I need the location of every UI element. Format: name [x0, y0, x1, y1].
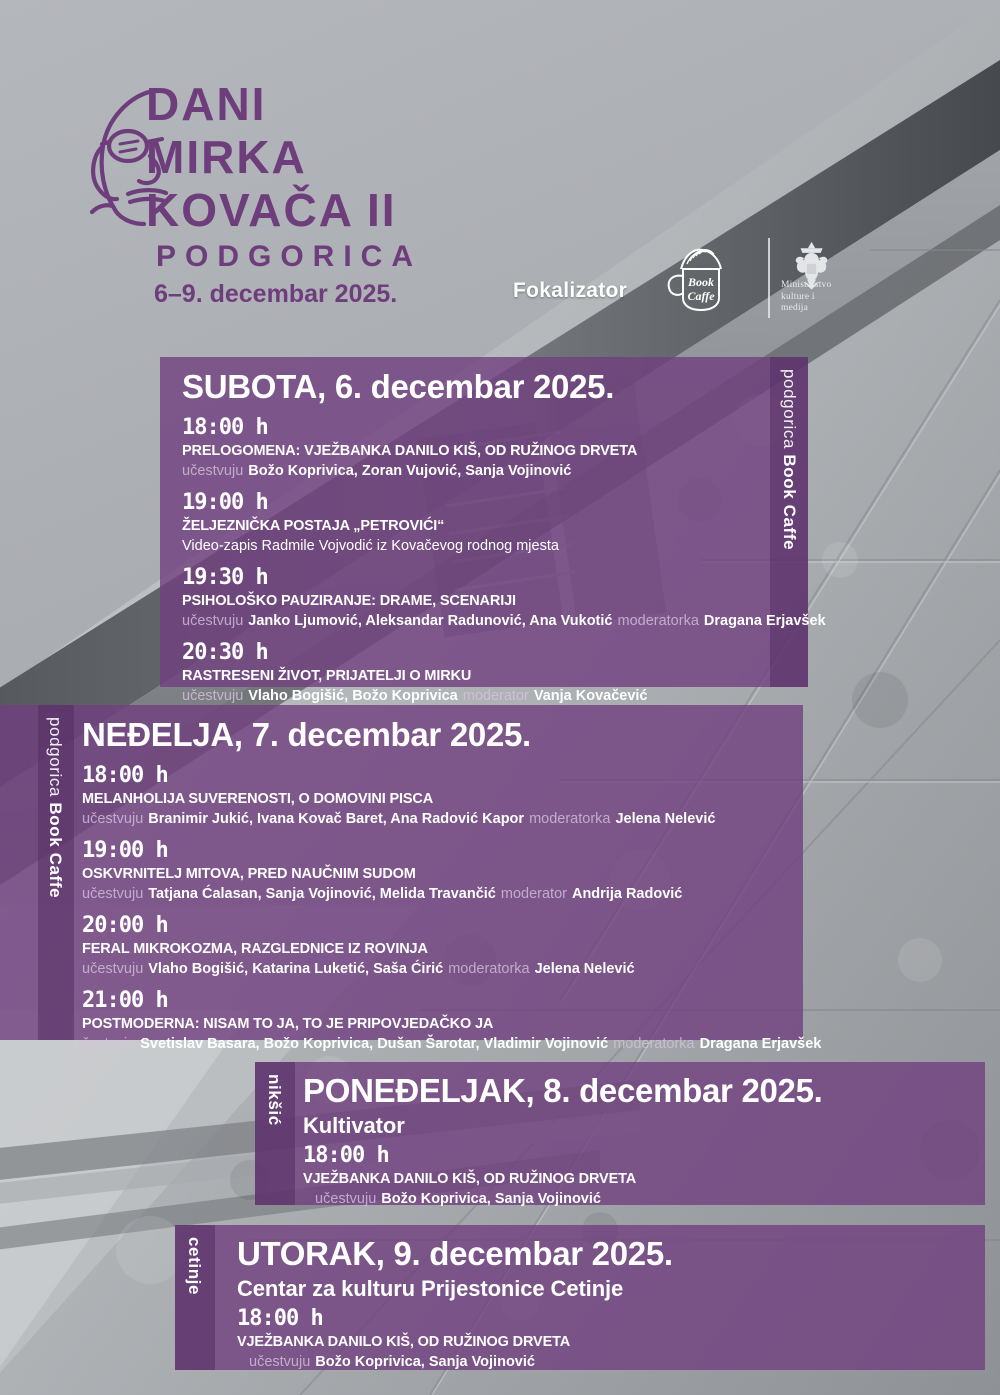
svg-text:Book: Book	[687, 275, 715, 289]
venue-city-saturday: podgorica	[780, 369, 799, 450]
event-item	[237, 1306, 975, 1372]
event-people	[82, 885, 793, 904]
venue-strip-monday	[255, 1062, 295, 1205]
participants-names: Vlaho Bogišić, Božo Koprivica	[248, 688, 458, 704]
venue-label-saturday	[781, 369, 798, 550]
participants-names: Božo Koprivica, Sanja Vojinović	[381, 1191, 601, 1207]
moderator-name: Jelena Nelević	[615, 811, 716, 827]
ministry-line-3: medija	[781, 303, 809, 313]
book-caffe-cup-icon	[663, 236, 739, 316]
event-people	[249, 1353, 975, 1372]
day-panel-tuesday	[175, 1225, 985, 1370]
moderator-name: Dragana Erjavšek	[703, 613, 826, 629]
moderator-label: moderatorka	[613, 1036, 695, 1052]
event-time: 19:00 h	[182, 490, 268, 515]
day-title-sunday: NEĐELJA, 7. decembar 2025.	[82, 716, 531, 753]
event-people	[74, 1035, 822, 1054]
participants-names: Janko Ljumović, Aleksandar Radunović, Ana Vukotić	[248, 613, 613, 629]
event-item	[74, 988, 822, 1054]
venue-city-monday: nikšić	[265, 1074, 284, 1126]
festival-title-line-2: MIRKA	[146, 131, 307, 183]
moderator-label: moderatorka	[448, 961, 530, 977]
moderator-name: Andrija Radović	[571, 886, 683, 902]
event-time: 19:30 h	[182, 565, 268, 590]
venue-name-monday: Kultivator	[303, 1113, 405, 1138]
participants-label: učestvuju	[74, 1036, 136, 1052]
event-title: FERAL MIKROKOZMA, RAZGLEDNICE IZ ROVINJA	[82, 941, 428, 957]
participants-names: Božo Koprivica, Zoran Vujović, Sanja Vojinović	[248, 463, 572, 479]
moderator-name: Jelena Nelević	[534, 961, 635, 977]
venue-label-tuesday	[186, 1237, 203, 1295]
venue-label-monday	[266, 1074, 283, 1126]
venue-name-saturday: Book Caffe	[780, 454, 799, 551]
svg-text:Caffe: Caffe	[687, 289, 715, 303]
event-title: PSIHOLOŠKO PAUZIRANJE: DRAME, SCENARIJI	[182, 593, 516, 609]
event-time: 18:00 h	[182, 415, 268, 440]
event-people	[182, 687, 762, 706]
moderator-name: Vanja Kovačević	[533, 688, 648, 704]
event-time: 18:00 h	[303, 1143, 389, 1168]
event-time: 20:00 h	[82, 913, 168, 938]
event-title: POSTMODERNA: NISAM TO JA, TO JE PRIPOVJEDAČKO JA	[82, 1016, 494, 1032]
participants-label: učestvuju	[82, 961, 144, 977]
event-item	[82, 913, 793, 979]
sponsor-fokalizator: Fokalizator	[513, 279, 628, 302]
venue-city-tuesday: cetinje	[185, 1237, 204, 1296]
participants-names: Branimir Jukić, Ivana Kovač Baret, Ana Radović Kapor	[148, 811, 525, 827]
event-title: PRELOGOMENA: VJEŽBANKA DANILO KIŠ, OD RUŽINOG DRVETA	[182, 443, 638, 459]
participants-label: učestvuju	[182, 613, 244, 629]
day-panel-sunday	[0, 705, 822, 1052]
festival-city: PODGORICA	[156, 240, 423, 273]
event-time: 21:00 h	[82, 988, 168, 1013]
moderator-label: moderatorka	[617, 613, 699, 629]
moderator-label: moderatorka	[529, 811, 611, 827]
sponsor-ministry	[763, 234, 863, 320]
festival-title-line-1: DANI	[146, 78, 267, 130]
moderator-name: Dragana Erjavšek	[699, 1036, 822, 1052]
event-time: 18:00 h	[237, 1306, 323, 1331]
participants-label: učestvuju	[82, 811, 144, 827]
participants-label: učestvuju	[182, 463, 244, 479]
participants-names: Video-zapis Radmile Vojvodić iz Kovačevog rodnog mjesta	[182, 538, 559, 554]
participants-names: Svetislav Basara, Božo Koprivica, Dušan Šarotar, Vladimir Vojinović	[140, 1036, 609, 1052]
participants-label: učestvuju	[82, 886, 144, 902]
venue-name-sunday: Book Caffe	[46, 802, 65, 899]
event-people	[82, 810, 793, 829]
day-panel-monday	[255, 1062, 985, 1205]
sponsor-logos	[505, 232, 865, 324]
moderator-label: moderator	[500, 886, 567, 902]
event-title: VJEŽBANKA DANILO KIŠ, OD RUŽINOG DRVETA	[237, 1334, 571, 1350]
event-item	[182, 565, 826, 631]
event-people	[182, 462, 762, 481]
day-title-monday: PONEĐELJAK, 8. decembar 2025.	[303, 1072, 823, 1109]
participants-names: Tatjana Ćalasan, Sanja Vojinović, Melida Travančić	[148, 886, 496, 902]
sponsor-ministry-text	[781, 280, 831, 315]
event-title: MELANHOLIJA SUVERENOSTI, O DOMOVINI PISCA	[82, 791, 434, 807]
moderator-label: moderator	[462, 688, 529, 704]
festival-title-line-3: KOVAČA II	[146, 184, 397, 236]
event-people	[315, 1190, 975, 1209]
participants-names: Vlaho Bogišić, Katarina Luketić, Saša Ćirić	[148, 961, 444, 977]
event-time: 19:00 h	[82, 838, 168, 863]
event-item	[82, 763, 793, 829]
event-time: 18:00 h	[82, 763, 168, 788]
event-item	[82, 838, 793, 904]
festival-dates: 6–9. decembar 2025.	[154, 280, 398, 308]
ministry-line-1: Ministarstvo	[781, 280, 832, 290]
event-item	[303, 1143, 975, 1209]
day-panel-saturday	[160, 357, 826, 704]
venue-strip-saturday	[770, 357, 808, 687]
event-time: 20:30 h	[182, 640, 268, 665]
festival-title-lines	[146, 78, 446, 311]
day-title-saturday: SUBOTA, 6. decembar 2025.	[182, 368, 615, 405]
event-title: VJEŽBANKA DANILO KIŠ, OD RUŽINOG DRVETA	[303, 1171, 637, 1187]
event-item	[182, 415, 762, 481]
participants-names: Božo Koprivica, Sanja Vojinović	[315, 1354, 535, 1370]
venue-strip-tuesday	[175, 1225, 215, 1370]
ministry-line-2: kulture i	[781, 291, 815, 302]
participants-label: učestvuju	[315, 1191, 377, 1207]
event-title: RASTRESENI ŽIVOT, PRIJATELJI O MIRKU	[182, 668, 472, 684]
event-people	[182, 612, 826, 631]
venue-label-sunday	[47, 717, 64, 898]
venue-strip-sunday	[38, 705, 74, 1040]
event-people	[182, 537, 762, 556]
event-title: OSKVRNITELJ MITOVA, PRED NAUČNIM SUDOM	[82, 866, 416, 882]
venue-city-sunday: podgorica	[46, 717, 65, 798]
participants-label: učestvuju	[249, 1354, 311, 1370]
day-title-tuesday: UTORAK, 9. decembar 2025.	[237, 1235, 673, 1272]
venue-name-tuesday: Centar za kulturu Prijestonice Cetinje	[237, 1276, 624, 1301]
event-item	[182, 490, 762, 556]
poster-header	[0, 0, 1000, 350]
event-title: ŽELJEZNIČKA POSTAJA „PETROVIĆI“	[182, 518, 445, 534]
event-people	[82, 960, 793, 979]
participants-label: učestvuju	[182, 688, 244, 704]
event-item	[182, 640, 762, 706]
